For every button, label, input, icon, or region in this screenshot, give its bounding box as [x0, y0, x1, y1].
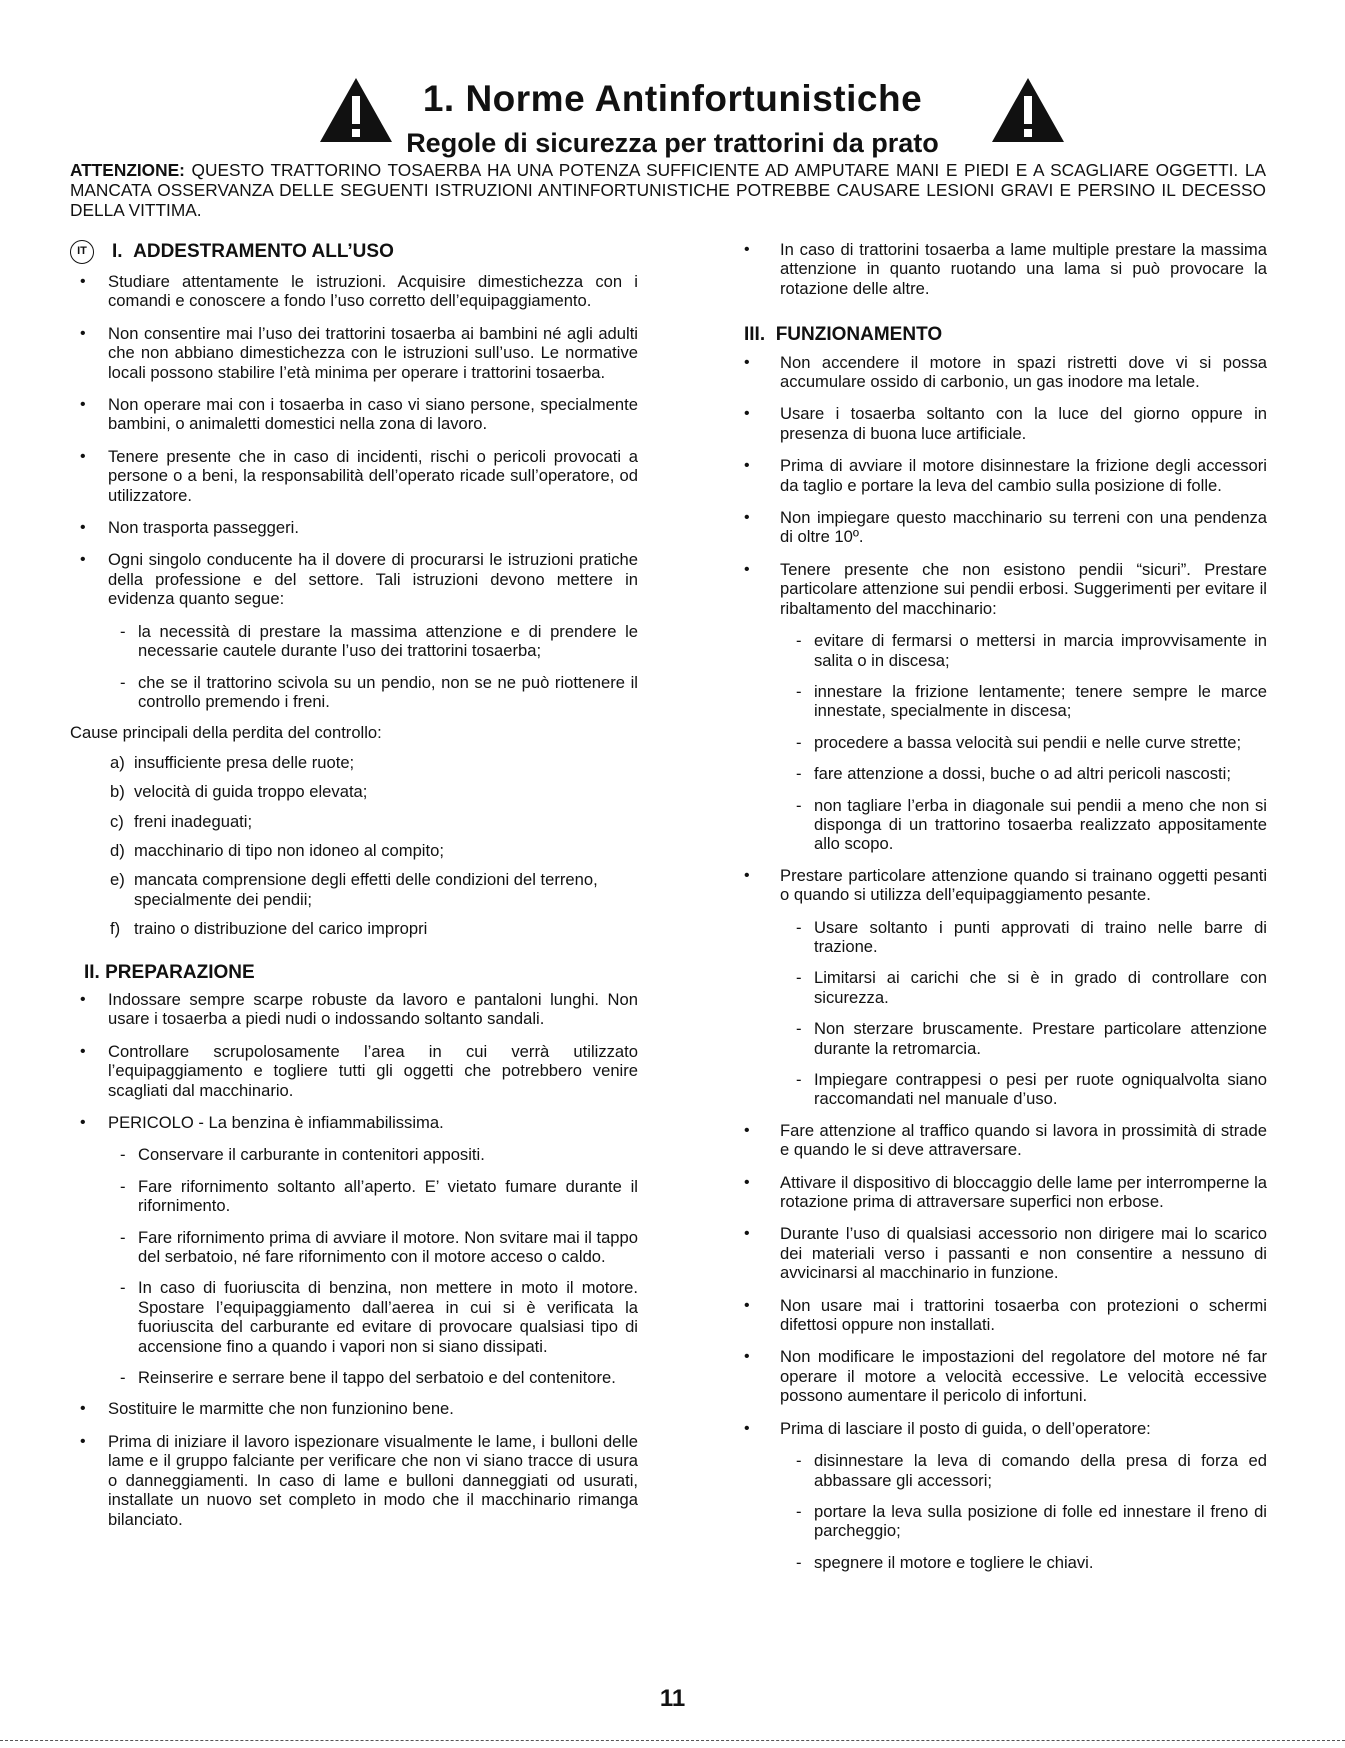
attention-text: QUESTO TRATTORINO TOSAERBA HA UNA POTENZA SUFFICIENTE AD AMPUTARE MANI E PIEDI E A SCAGLIARE OGGETTI. LA MANCATA OSSERVANZA DELLE SEGUENTI ISTRUZIONI ANTINFORTUNISTICHE POTREBBE CAUSARE LESIONI GRAVI E PERSINO IL DECESSO DELLA VITTIMA. [70, 160, 1266, 220]
cause-item: f) traino o distribuzione del carico impropri [110, 919, 428, 939]
bullet-item: • Non usare mai i trattorini tosaerba con protezioni o schermi difettosi oppure non installati. [730, 1296, 1267, 1335]
attention-label: ATTENZIONE: [70, 160, 185, 180]
dash-item: - Reinserire e serrare bene il tappo del serbatoio e del contenitore. [104, 1368, 638, 1387]
dash-item: - non tagliare l’erba in diagonale sui pendii a meno che non si disponga di un trattorino tosaerba realizzato appositamente allo scopo. [780, 796, 1267, 854]
bullet-item: • Non operare mai con i tosaerba in caso vi siano persone, specialmente bambini, o animaletti domestici nella zona di lavoro. [70, 395, 638, 434]
causes-title: Cause principali della perdita del controllo: [70, 723, 382, 743]
bullet-item: • Usare i tosaerba soltanto con la luce del giorno oppure in presenza di buona luce artificiale. [730, 404, 1267, 443]
dash-item: - Usare soltanto i punti approvati di traino nelle barre di trazione. [780, 918, 1267, 957]
dash-item: - Fare rifornimento soltanto all’aperto. E’ vietato fumare durante il rifornimento. [104, 1177, 638, 1216]
dash-item: - fare attenzione a dossi, buche o ad altri pericoli nascosti; [780, 764, 1267, 783]
section-title: PREPARAZIONE [105, 961, 255, 983]
page-number: 11 [659, 1685, 686, 1712]
bullet-item: • Non consentire mai l’uso dei trattorini tosaerba ai bambini né agli adulti che non abbiano dimestichezza con le istruzioni sull’uso. Le normative locali possono stabilire l’età minima per operare i trattorini tosaerba. [70, 324, 638, 382]
section-number: III. [744, 324, 766, 346]
right-column [730, 240, 1267, 1584]
cause-item: d) macchinario di tipo non idoneo al compito; [110, 840, 444, 860]
bullet-item: • Non modificare le impostazioni del regolatore del motore né far operare il motore a velocità eccessive. Le velocità eccessive possono aumentare il pericolo di infortuni. [730, 1347, 1267, 1405]
dash-item: - In caso di fuoriuscita di benzina, non mettere in moto il motore. Spostare l’equipaggiamento dall’aerea in cui si è verificata la fuoriuscita del carburante ed evitare di provocare qualsiasi tipo di accensione fino a quando i vapori non si siano dissipati. [104, 1278, 638, 1356]
dash-item: - Fare rifornimento prima di avviare il motore. Non svitare mai il tappo del serbatoio, né fare rifornimento con il motore acceso o caldo. [104, 1228, 638, 1267]
section-heading-training [70, 240, 638, 264]
bullet-item: • Prestare particolare attenzione quando si trainano oggetti pesanti o quando si utilizza dell’equipaggiamento pesante. [730, 866, 1267, 905]
bullet-item: • Prima di lasciare il posto di guida, o dell’operatore: [730, 1419, 1267, 1438]
bullet-item: • Non trasporta passeggeri. [70, 518, 638, 537]
dash-item: - evitare di fermarsi o mettersi in marcia improvvisamente in salita o in discesa; [780, 631, 1267, 670]
bullet-item: • Indossare sempre scarpe robuste da lavoro e pantaloni lunghi. Non usare i tosaerba a piedi nudi o indossando soltanto sandali. [70, 990, 638, 1029]
bullet-item: • Sostituire le marmitte che non funzionino bene. [70, 1399, 638, 1418]
bullet-item: • Prima di avviare il motore disinnestare la frizione degli accessori da taglio e portare la leva del cambio sulla posizione di folle. [730, 456, 1267, 495]
dash-item: - Limitarsi ai carichi che si è in grado di controllare con sicurezza. [780, 968, 1267, 1007]
cause-item: a) insufficiente presa delle ruote; [110, 752, 355, 772]
bullet-item: • In caso di trattorini tosaerba a lame multiple prestare la massima attenzione in quanto ruotando una lama si può provocare la rotazione delle altre. [730, 240, 1267, 298]
section-title: ADDESTRAMENTO ALL’USO [133, 241, 394, 263]
bullet-item: • Attivare il dispositivo di bloccaggio delle lame per interromperne la rotazione prima di attraversare superfici non erbose. [730, 1173, 1267, 1212]
section-number: II. [84, 961, 100, 983]
dash-item: - Conservare il carburante in contenitori appositi. [104, 1145, 638, 1164]
dash-item: - disinnestare la leva di comando della presa di forza ed abbassare gli accessori; [780, 1451, 1267, 1490]
cause-item: c) freni inadeguati; [110, 811, 253, 831]
page-title: 1. Norme Antinfortunistiche [422, 78, 923, 119]
bullet-item: • Ogni singolo conducente ha il dovere di procurarsi le istruzioni pratiche della professione e del settore. Tali istruzioni devono mettere in evidenza quanto segue: [70, 550, 638, 608]
dash-item: - portare la leva sulla posizione di folle ed innestare il freno di parcheggio; [780, 1502, 1267, 1541]
attention-notice [70, 160, 1266, 220]
bullet-item: • PERICOLO - La benzina è infiammabilissima. [70, 1113, 638, 1132]
dash-item: - Impiegare contrappesi o pesi per ruote ogniqualvolta siano raccomandati nel manuale d’uso. [780, 1070, 1267, 1109]
section-heading-preparation [70, 963, 638, 982]
language-badge-icon: IT [70, 240, 94, 264]
cause-item: e) mancata comprensione degli effetti delle condizioni del terreno, specialmente dei pendii; [110, 870, 598, 909]
bullet-item: • Durante l’uso di qualsiasi accessorio non dirigere mai lo scarico dei materiali verso i passanti e non consentire a nessuno di avvicinarsi al macchinario in funzione. [730, 1224, 1267, 1282]
bullet-item: • Fare attenzione al traffico quando si lavora in prossimità di strade e quando le si deve attraversare. [730, 1121, 1267, 1160]
left-column [70, 240, 638, 1542]
bullet-item: • Controllare scrupolosamente l’area in cui verrà utilizzato l’equipaggiamento e togliere tutti gli oggetti che potrebbero venire scagliati dal macchinario. [70, 1042, 638, 1100]
bullet-item: • Non accendere il motore in spazi ristretti dove vi si possa accumulare ossido di carbonio, un gas inodore ma letale. [730, 353, 1267, 392]
dash-item: - innestare la frizione lentamente; tenere sempre le marce innestate, specialmente in discesa; [780, 682, 1267, 721]
dash-item: - procedere a bassa velocità sui pendii e nelle curve strette; [780, 733, 1267, 752]
section-number: I. [112, 241, 123, 263]
cause-item: b) velocità di guida troppo elevata; [110, 782, 368, 802]
bullet-item: • Prima di iniziare il lavoro ispezionare visualmente le lame, i bulloni delle lame e il gruppo falciante per verificare che non vi siano tracce di usura o danneggiamenti. In caso di lame e bulloni danneggiati od usurati, installate un nuovo set completo in modo che il macchinario rimanga bilanciato. [70, 1432, 638, 1529]
bullet-item: • Tenere presente che non esistono pendii “sicuri”. Prestare particolare attenzione sui pendii erbosi. Suggerimenti per evitare il ribaltamento del macchinario: [730, 560, 1267, 618]
section-title: FUNZIONAMENTO [775, 324, 943, 346]
bullet-item: • Tenere presente che in caso di incidenti, rischi o pericoli provocati a persone o a beni, la responsabilità dell’operato ricade sull’operatore, od utilizzatore. [70, 447, 638, 505]
page-bottom-divider [0, 1740, 1345, 1741]
bullet-item: • Non impiegare questo macchinario su terreni con una pendenza di oltre 10º. [730, 508, 1267, 547]
dash-item: - spegnere il motore e togliere le chiavi. [780, 1553, 1267, 1572]
bullet-item: • Studiare attentamente le istruzioni. Acquisire dimestichezza con i comandi e conoscere a fondo l’uso corretto dell’equipaggiamento. [70, 272, 638, 311]
page-subtitle: Regole di sicurezza per trattorini da prato [406, 128, 939, 158]
dash-item: - che se il trattorino scivola su un pendio, non se ne può riottenere il controllo premendo i freni. [104, 673, 638, 712]
section-heading-operation [730, 325, 1267, 344]
dash-item: - Non sterzare bruscamente. Prestare particolare attenzione durante la retromarcia. [780, 1019, 1267, 1058]
dash-item: - la necessità di prestare la massima attenzione e di prendere le necessarie cautele durante l’uso dei trattorini tosaerba; [104, 622, 638, 661]
